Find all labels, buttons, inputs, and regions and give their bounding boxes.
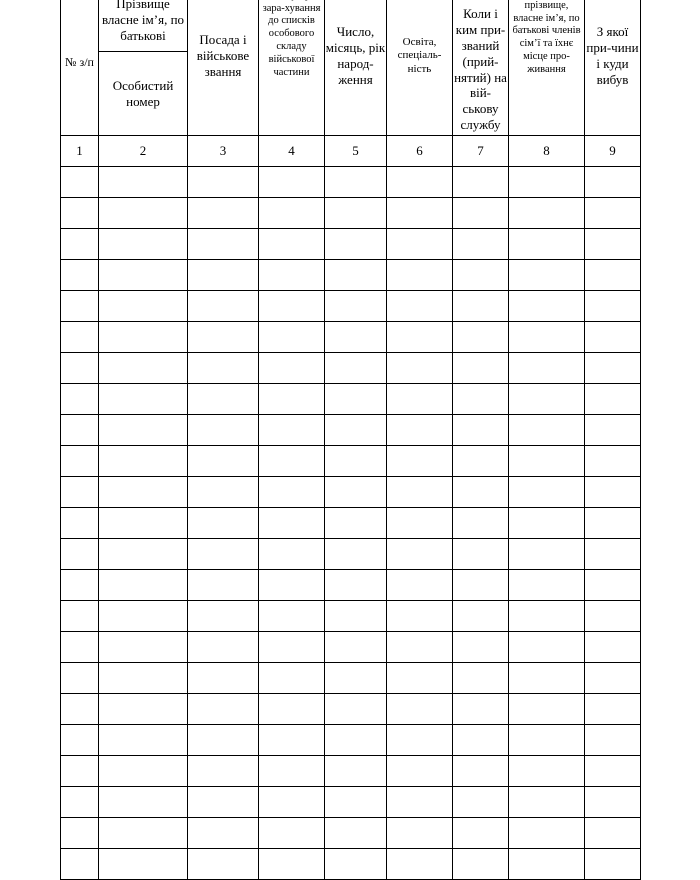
table-cell	[188, 291, 259, 322]
table-cell	[585, 601, 641, 632]
table-cell	[61, 663, 99, 694]
table-row	[61, 787, 641, 818]
table-cell	[61, 601, 99, 632]
table-cell	[61, 167, 99, 198]
table-cell	[188, 415, 259, 446]
table-cell	[188, 818, 259, 849]
table-row	[61, 384, 641, 415]
table-cell	[99, 694, 188, 725]
table-cell	[99, 756, 188, 787]
table-row	[61, 570, 641, 601]
table-cell	[325, 601, 387, 632]
table-cell	[453, 167, 509, 198]
table-cell	[387, 415, 453, 446]
table-cell	[259, 570, 325, 601]
table-row	[61, 508, 641, 539]
table-cell	[325, 446, 387, 477]
table-cell	[99, 570, 188, 601]
table-cell	[453, 384, 509, 415]
table-cell	[387, 446, 453, 477]
header-family-label: прізвище, власне ім’я, по батькові членів сім’ї та їхнє місце про-живання	[512, 0, 581, 75]
table-row	[61, 477, 641, 508]
table-cell	[585, 198, 641, 229]
table-cell	[585, 818, 641, 849]
table-cell	[453, 787, 509, 818]
table-cell	[509, 849, 585, 880]
table-cell	[453, 818, 509, 849]
table-cell	[99, 415, 188, 446]
header-name-label: Прізвище власне ім’я, по батькові	[101, 0, 185, 43]
table-cell	[509, 725, 585, 756]
table-cell	[325, 353, 387, 384]
table-cell	[325, 415, 387, 446]
header-called-up	[453, 0, 509, 136]
table-cell	[509, 508, 585, 539]
table-cell	[453, 849, 509, 880]
table-cell	[585, 539, 641, 570]
table-row	[61, 446, 641, 477]
table-row	[61, 353, 641, 384]
table-cell	[325, 756, 387, 787]
table-cell	[99, 384, 188, 415]
header-position-rank	[188, 0, 259, 136]
table-cell	[585, 725, 641, 756]
table-cell	[509, 694, 585, 725]
table-cell	[509, 260, 585, 291]
table-cell	[188, 694, 259, 725]
table-cell	[259, 446, 325, 477]
table-cell	[61, 570, 99, 601]
table-cell	[99, 663, 188, 694]
table-row	[61, 539, 641, 570]
header-reason-left-label: З якої при-чини і куди вибув	[586, 24, 639, 87]
table-cell	[453, 570, 509, 601]
table-cell	[61, 725, 99, 756]
table-row	[61, 167, 641, 198]
table-cell	[259, 508, 325, 539]
table-row	[61, 663, 641, 694]
table-cell	[61, 756, 99, 787]
header-name	[99, 0, 188, 52]
table-cell	[387, 539, 453, 570]
table-cell	[387, 601, 453, 632]
header-number	[61, 0, 99, 136]
table-cell	[259, 539, 325, 570]
table-cell	[259, 725, 325, 756]
header-personal-number-label: Особистий номер	[112, 77, 174, 109]
header-personal-number	[99, 52, 188, 136]
table-cell	[325, 260, 387, 291]
table-row	[61, 756, 641, 787]
table-row	[61, 818, 641, 849]
table-cell	[61, 694, 99, 725]
table-cell	[387, 756, 453, 787]
table-cell	[509, 229, 585, 260]
table-cell	[453, 694, 509, 725]
table-cell	[259, 663, 325, 694]
table-cell	[325, 694, 387, 725]
table-cell	[453, 353, 509, 384]
column-number: 1	[61, 136, 99, 167]
table-cell	[61, 415, 99, 446]
table-cell	[325, 849, 387, 880]
table-cell	[509, 632, 585, 663]
table-cell	[259, 291, 325, 322]
table-cell	[188, 446, 259, 477]
table-row	[61, 601, 641, 632]
table-cell	[325, 725, 387, 756]
table-cell	[259, 415, 325, 446]
table-cell	[509, 663, 585, 694]
table-cell	[387, 353, 453, 384]
table-cell	[61, 849, 99, 880]
table-cell	[259, 849, 325, 880]
table-cell	[387, 663, 453, 694]
table-cell	[259, 694, 325, 725]
table-cell	[509, 322, 585, 353]
table-cell	[509, 198, 585, 229]
table-cell	[325, 663, 387, 694]
table-cell	[61, 446, 99, 477]
table-row	[61, 198, 641, 229]
table-cell	[61, 229, 99, 260]
table-cell	[387, 167, 453, 198]
table-row	[61, 322, 641, 353]
table-cell	[509, 756, 585, 787]
table-cell	[259, 384, 325, 415]
table-cell	[509, 477, 585, 508]
table-cell	[585, 446, 641, 477]
table-cell	[325, 167, 387, 198]
table-cell	[99, 601, 188, 632]
table-cell	[188, 353, 259, 384]
table-cell	[61, 260, 99, 291]
table-cell	[99, 477, 188, 508]
table-cell	[453, 663, 509, 694]
table-cell	[61, 291, 99, 322]
table-cell	[509, 384, 585, 415]
table-cell	[325, 384, 387, 415]
header-number-label: № з/п	[65, 54, 94, 69]
table-cell	[585, 260, 641, 291]
table-cell	[387, 725, 453, 756]
table-cell	[325, 291, 387, 322]
table-row	[61, 849, 641, 880]
table-cell	[99, 291, 188, 322]
table-cell	[585, 756, 641, 787]
table-cell	[585, 322, 641, 353]
column-number: 3	[188, 136, 259, 167]
table-cell	[99, 632, 188, 663]
table-cell	[188, 663, 259, 694]
table-cell	[61, 353, 99, 384]
table-cell	[99, 787, 188, 818]
table-cell	[387, 694, 453, 725]
column-number: 6	[387, 136, 453, 167]
table-cell	[61, 477, 99, 508]
table-cell	[585, 291, 641, 322]
table-cell	[387, 322, 453, 353]
table-row	[61, 229, 641, 260]
table-cell	[325, 632, 387, 663]
table-cell	[259, 756, 325, 787]
table-cell	[188, 198, 259, 229]
table-cell	[325, 539, 387, 570]
table-cell	[325, 229, 387, 260]
table-cell	[453, 446, 509, 477]
table-cell	[99, 198, 188, 229]
table-cell	[387, 570, 453, 601]
table-cell	[99, 260, 188, 291]
table-cell	[387, 632, 453, 663]
table-cell	[99, 229, 188, 260]
header-reason-left	[585, 0, 641, 136]
table-cell	[453, 725, 509, 756]
table-cell	[509, 291, 585, 322]
table-cell	[99, 539, 188, 570]
header-order-label: зара-хування до списків особового складу військової частини	[262, 2, 321, 78]
table-cell	[99, 446, 188, 477]
table-row	[61, 260, 641, 291]
table-cell	[585, 415, 641, 446]
header-position-rank-label: Посада і військове звання	[196, 32, 250, 79]
table-cell	[509, 787, 585, 818]
table-cell	[387, 198, 453, 229]
table-cell	[585, 570, 641, 601]
table-cell	[585, 849, 641, 880]
column-number: 8	[509, 136, 585, 167]
table-cell	[188, 539, 259, 570]
table-cell	[509, 601, 585, 632]
table-cell	[453, 756, 509, 787]
column-number: 9	[585, 136, 641, 167]
table-cell	[188, 849, 259, 880]
table-cell	[188, 167, 259, 198]
table-cell	[585, 353, 641, 384]
table-cell	[188, 384, 259, 415]
table-cell	[387, 508, 453, 539]
column-number-row	[61, 136, 641, 167]
table-cell	[61, 384, 99, 415]
table-cell	[325, 787, 387, 818]
table-cell	[387, 384, 453, 415]
column-number: 7	[453, 136, 509, 167]
table-cell	[585, 167, 641, 198]
table-cell	[585, 663, 641, 694]
table-row	[61, 632, 641, 663]
table-cell	[99, 167, 188, 198]
header-education	[387, 0, 453, 136]
column-number: 4	[259, 136, 325, 167]
table-cell	[387, 229, 453, 260]
table-cell	[387, 477, 453, 508]
table-cell	[188, 229, 259, 260]
column-number: 5	[325, 136, 387, 167]
header-called-up-label: Коли і ким при-званий (прий-нятий) на вій-ськову службу	[454, 6, 507, 133]
table-row	[61, 291, 641, 322]
table-cell	[259, 477, 325, 508]
table-row	[61, 725, 641, 756]
table-cell	[99, 725, 188, 756]
table-cell	[509, 539, 585, 570]
table-cell	[325, 508, 387, 539]
table-cell	[453, 539, 509, 570]
table-cell	[188, 477, 259, 508]
table-cell	[61, 632, 99, 663]
table-cell	[259, 818, 325, 849]
table-cell	[453, 632, 509, 663]
header-birth-date	[325, 0, 387, 136]
table-cell	[509, 353, 585, 384]
table-cell	[99, 849, 188, 880]
table-cell	[61, 539, 99, 570]
table-cell	[61, 818, 99, 849]
table-cell	[99, 353, 188, 384]
table-cell	[188, 632, 259, 663]
table-cell	[509, 570, 585, 601]
table-cell	[61, 787, 99, 818]
table-cell	[61, 198, 99, 229]
table-cell	[585, 229, 641, 260]
table-cell	[259, 167, 325, 198]
table-cell	[585, 787, 641, 818]
table-row	[61, 415, 641, 446]
table-cell	[509, 446, 585, 477]
table-cell	[259, 632, 325, 663]
table-cell	[509, 167, 585, 198]
table-cell	[387, 787, 453, 818]
table-cell	[453, 415, 509, 446]
table-cell	[387, 818, 453, 849]
table-cell	[453, 229, 509, 260]
header-education-label: Освіта, спеціаль-ність	[397, 35, 442, 75]
table-cell	[259, 260, 325, 291]
table-cell	[61, 322, 99, 353]
table-cell	[453, 198, 509, 229]
table-cell	[259, 353, 325, 384]
table-cell	[453, 601, 509, 632]
table-cell	[325, 477, 387, 508]
table-cell	[453, 477, 509, 508]
table-cell	[188, 322, 259, 353]
header-row-top	[61, 0, 641, 52]
table-cell	[259, 787, 325, 818]
table-cell	[325, 570, 387, 601]
table-cell	[188, 601, 259, 632]
table-cell	[585, 477, 641, 508]
table-cell	[259, 198, 325, 229]
table-cell	[325, 198, 387, 229]
table-cell	[387, 291, 453, 322]
table-cell	[259, 322, 325, 353]
table-cell	[188, 570, 259, 601]
table-cell	[99, 818, 188, 849]
table-row	[61, 694, 641, 725]
table-cell	[99, 322, 188, 353]
table-cell	[188, 508, 259, 539]
table-cell	[509, 818, 585, 849]
table-cell	[585, 384, 641, 415]
table-cell	[585, 694, 641, 725]
header-order	[259, 0, 325, 136]
table-cell	[325, 322, 387, 353]
table-cell	[188, 756, 259, 787]
personnel-register-table	[60, 0, 641, 880]
table-cell	[325, 818, 387, 849]
table-cell	[453, 291, 509, 322]
table-cell	[387, 849, 453, 880]
table-cell	[61, 508, 99, 539]
table-cell	[259, 601, 325, 632]
table-cell	[387, 260, 453, 291]
header-birth-date-label: Число, місяць, рік народ-ження	[325, 24, 386, 87]
table-cell	[509, 415, 585, 446]
table-cell	[188, 725, 259, 756]
table-cell	[453, 260, 509, 291]
header-family	[509, 0, 585, 136]
table-cell	[453, 508, 509, 539]
table-cell	[259, 229, 325, 260]
table-cell	[188, 260, 259, 291]
table-cell	[188, 787, 259, 818]
table-cell	[585, 508, 641, 539]
column-number: 2	[99, 136, 188, 167]
table-cell	[99, 508, 188, 539]
table-cell	[585, 632, 641, 663]
table-cell	[453, 322, 509, 353]
